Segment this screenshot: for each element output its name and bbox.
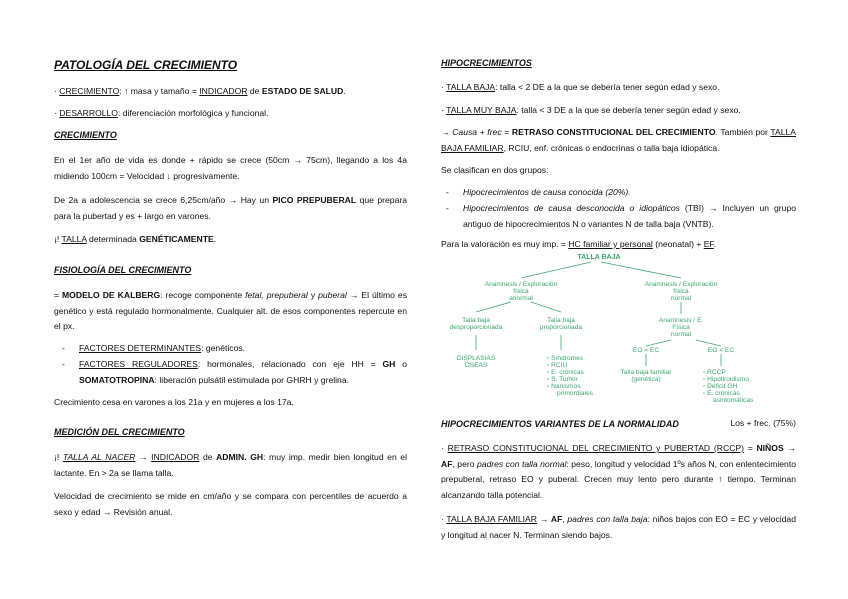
paragraph-talla-nacer: ¡! TALLA AL NACER → INDICADOR de ADMIN. GH: muy imp. medir bien longitud en el lactante. En > 2a se llama talla.: [54, 452, 407, 478]
diagram-node-causas-eo-lt-ec: ▫ Déficit GH: [703, 383, 738, 390]
diagram-node-causas-proporcionada: ▫ Nanismos: [547, 383, 581, 390]
diagram-node-displasias: DISPLASIAS: [456, 355, 496, 362]
talla-baja-definition: · TALLA BAJA: talla < 2 DE a la que se debería tener según edad y sexo.: [441, 82, 720, 92]
list-bullet: -: [446, 203, 449, 213]
list-bullet: -: [446, 187, 449, 197]
diagram-node-causas-eo-lt-ec: ▫ RCCP: [703, 369, 726, 376]
diagram-node-causas-proporcionada: ▫ RCIU: [547, 362, 568, 369]
diagram-node-causas-eo-lt-ec: ▫ Hipotiroidismo: [703, 376, 749, 383]
variantes-frecuencia: Los + frec. (75%): [730, 418, 796, 428]
paragraph-talla: ¡! TALLA determinada GENÉTICAMENTE.: [54, 234, 217, 244]
talla-muy-baja-definition: · TALLA MUY BAJA: talla < 3 DE a la que se debería tener según edad y sexo.: [441, 105, 741, 115]
paragraph-prepuberal: De 2a a adolescencia se crece 6,25cm/año → Hay un PICO PREPUBERAL que prepara para la pubertad y es + largo en varones.: [54, 195, 407, 221]
list-bullet: -: [62, 343, 65, 353]
talla-baja-diagram: [441, 250, 796, 412]
paragraph-first-year: En el 1er año de vida es donde + rápido se crece (50cm → 75cm), llegando a los 4a midiendo 100cm = Velocidad ↓ progresivamente.: [54, 155, 407, 181]
diagram-node-eo-eq-ec: EO = EC: [632, 347, 660, 354]
diagram-node-talla-familiar: (genética): [631, 376, 661, 383]
diagram-node-normal: normal: [670, 295, 692, 302]
diagram-node-causas-eo-lt-ec: asintomáticas: [713, 397, 754, 404]
diagram-node-causas-proporcionada: ▫ Síndromes: [547, 355, 584, 362]
desarrollo-definition: · DESARROLLO: diferenciación morfológica y funcional.: [54, 108, 269, 118]
heading-crecimiento: CRECIMIENTO: [54, 130, 117, 140]
diagram-node-eo-lt-ec: EO < EC: [707, 347, 735, 354]
grupo-idiopaticos: Hipocrecimientos de causa desconocida o idiopáticos (TBI) → Incluyen un grupo antiguo de hipocrecimientos N o variantes N de talla baja (VNTB).: [463, 203, 796, 229]
list-bullet: -: [62, 359, 65, 369]
paragraph-talla-baja-familiar: · TALLA BAJA FAMILIAR → AF, padres con talla baja: niños bajos con EO = EC y velocidad y longitud al nacer N. Terminan siendo bajos.: [441, 514, 796, 540]
diagram-node-causas-proporcionada: ▫ E. crónicas: [547, 369, 584, 376]
diagram-root: TALLA BAJA: [577, 254, 621, 261]
diagram-node-exploracion-normal: normal: [670, 331, 692, 338]
paragraph-cese: Crecimiento cesa en varones a los 21a y en mujeres a los 17a.: [54, 397, 294, 407]
diagram-node-normal: Anamnesis / Exploración: [644, 281, 718, 288]
diagram-node-talla-familiar: Talla baja familiar: [620, 369, 672, 376]
diagram-node-anormal: física: [513, 288, 529, 295]
paragraph-grupos: Se clasifican en dos grupos:: [441, 165, 549, 175]
diagram-node-causas-proporcionada: ▫ S. Tumor: [547, 376, 578, 383]
heading-medicion: MEDICIÓN DEL CRECIMIENTO: [54, 427, 185, 437]
diagram-node-exploracion-normal: Anamnesis / E.: [658, 317, 704, 324]
factores-reguladores: FACTORES REGULADORES: hormonales, relacionado con eje HH = GH o SOMATOTROPINA: liberación pulsátil estimulada por GHRH y grelina.: [79, 359, 407, 385]
diagram-node-causas-eo-lt-ec: ▫ E. crónicas: [703, 390, 740, 397]
grupo-causa-conocida: Hipocrecimientos de causa conocida (20%).: [463, 187, 631, 197]
paragraph-kalberg: = MODELO DE KALBERG: recoge componente fetal, prepuberal y puberal → El último es genético y está regulado hormonalmente. Cualquier alt. de esos componentes repercute en el px.: [54, 290, 408, 331]
diagram-node-desproporcionada: Talla baja: [462, 317, 490, 324]
paragraph-causa-frecuente: → Causa + frec = RETRASO CONSTITUCIONAL DEL CRECIMIENTO. También por TALLA BAJA FAMILIAR, RCIU, enf. crónicas o endocrinas o talla baja idiopática.: [441, 127, 796, 153]
heading-hipocrecimientos: HIPOCRECIMIENTOS: [441, 58, 532, 68]
paragraph-rccp: · RETRASO CONSTITUCIONAL DEL CRECIMIENTO y PUBERTAD (RCCP) = NIÑOS → AF, pero padres con talla normal: peso, longitud y velocidad 1ºs años N, con enlentecimiento prepuberal, retraso EO y puberal. Crecen muy lento pero durante ↑ tiempo. Terminan alcanzando talla potencial.: [441, 443, 797, 500]
diagram-node-displasias: ÓSEAS: [464, 362, 488, 369]
page-title: PATOLOGÍA DEL CRECIMIENTO: [54, 58, 238, 72]
heading-fisiologia: FISIOLOGÍA DEL CRECIMIENTO: [54, 265, 192, 275]
factores-determinantes: FACTORES DETERMINANTES: genéticos.: [79, 343, 246, 353]
diagram-node-proporcionada: Talla baja: [547, 317, 575, 324]
diagram-node-exploracion-normal: Física: [672, 324, 690, 331]
diagram-node-proporcionada: proporcionada: [539, 324, 583, 331]
diagram-node-anormal: anormal: [509, 295, 533, 302]
diagram-node-anormal: Anamnesis / Exploración: [484, 281, 558, 288]
diagram-node-normal: física: [673, 288, 689, 295]
diagram-node-desproporcionada: desproporcionada: [449, 324, 503, 331]
heading-variantes-normalidad: HIPOCRECIMIENTOS VARIANTES DE LA NORMALIDAD: [441, 419, 679, 429]
paragraph-valoracion: Para la valoración es muy imp. = HC familiar y personal (neonatal) + EF.: [441, 239, 717, 249]
paragraph-velocidad: Velocidad de crecimiento se mide en cm/año y se compara con percentiles de acuerdo a sexo y edad → Revisión anual.: [54, 491, 407, 517]
crecimiento-definition: · CRECIMIENTO: ↑ masa y tamaño = INDICADOR de ESTADO DE SALUD.: [54, 86, 346, 96]
diagram-node-causas-proporcionada: primordiales: [557, 390, 593, 397]
